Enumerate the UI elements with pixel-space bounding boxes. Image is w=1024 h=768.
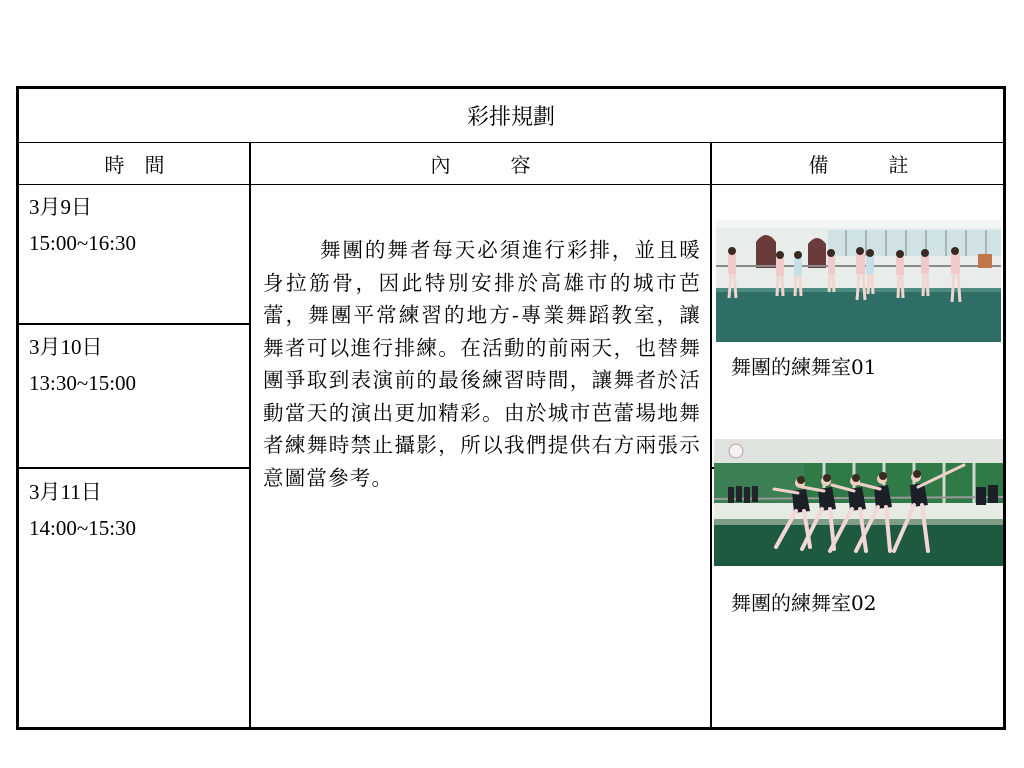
schedule-entry xyxy=(29,329,136,401)
studio-photo-01 xyxy=(716,220,1001,342)
column-divider xyxy=(249,143,251,730)
table-title: 彩排規劃 xyxy=(19,89,1003,143)
schedule-time: 15:00~16:30 xyxy=(29,231,137,255)
header-content: 內 容 xyxy=(430,153,531,177)
rehearsal-plan-table xyxy=(16,86,1006,730)
row-divider xyxy=(19,467,250,469)
header-notes: 備 註 xyxy=(808,153,909,177)
schedule-entry xyxy=(29,474,136,546)
table-header-row xyxy=(19,143,1003,185)
schedule-entry xyxy=(29,189,136,261)
studio-photo-01-caption: 舞團的練舞室01 xyxy=(731,355,877,379)
studio-photo-02 xyxy=(714,439,1003,566)
header-time: 時 間 xyxy=(104,153,165,177)
studio-photo-02-caption: 舞團的練舞室02 xyxy=(731,591,877,615)
column-divider xyxy=(710,143,712,730)
row-divider xyxy=(19,323,250,325)
content-paragraph: 舞團的舞者每天必須進行彩排，並且暖身拉筋骨，因此特別安排於高雄市的城市芭蕾，舞團平常練習的地方-專業舞蹈教室，讓舞者可以進行排練。在活動的前兩天，也替舞團爭取到表演前的最後練習時間，讓舞者於活動當天的演出更加精彩。由於城市芭蕾場地舞者練舞時禁止攝影，所以我們提供右方兩張示意圖當參考。 xyxy=(263,238,701,490)
schedule-date: 3月11日 xyxy=(29,480,102,504)
schedule-time: 13:30~15:00 xyxy=(29,371,137,395)
schedule-date: 3月9日 xyxy=(29,195,92,219)
schedule-date: 3月10日 xyxy=(29,335,103,359)
schedule-time: 14:00~15:30 xyxy=(29,516,137,540)
